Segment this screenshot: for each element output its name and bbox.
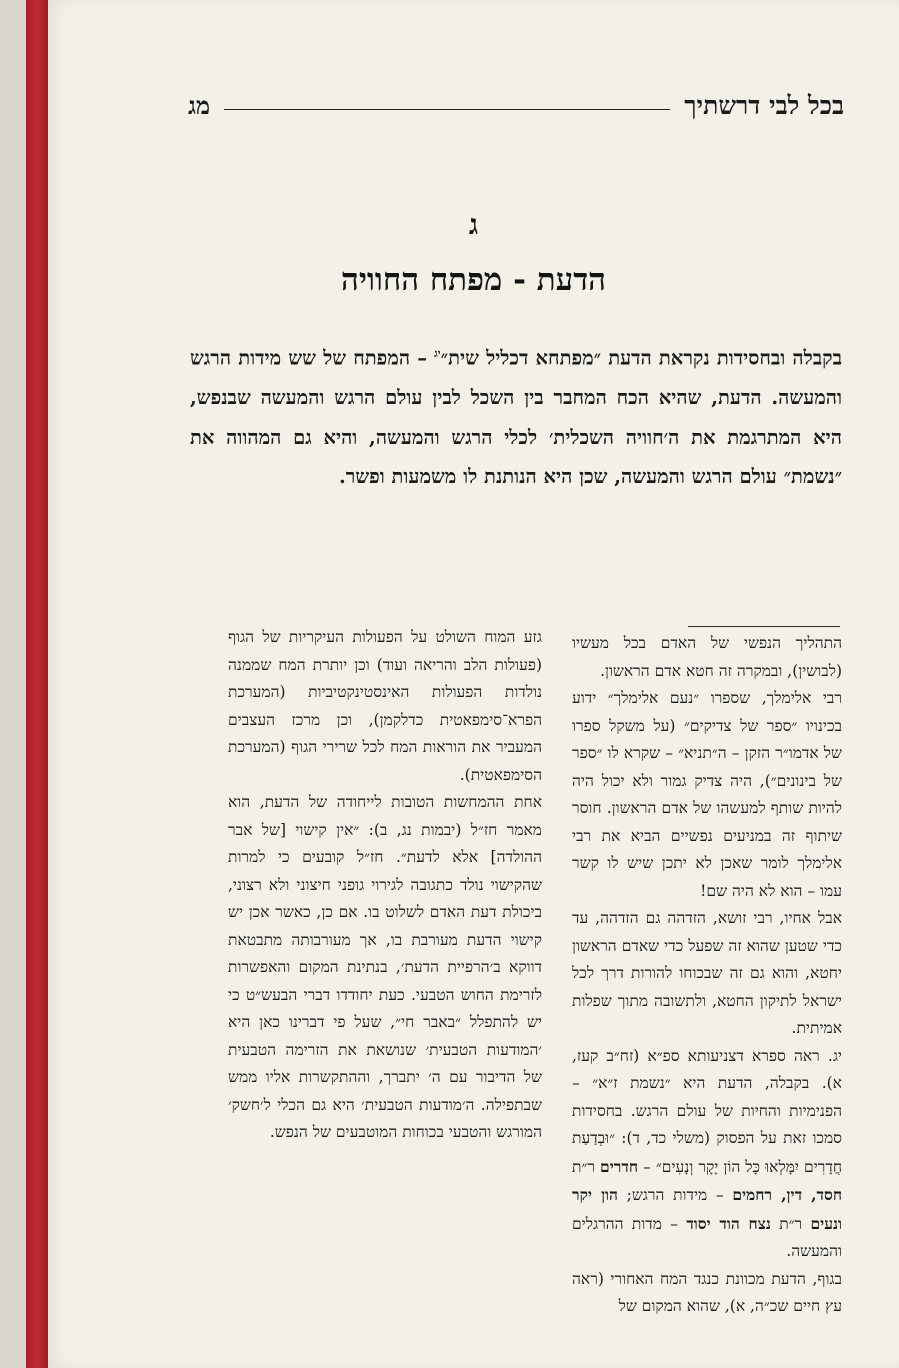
main-text-part-2: – המפתח של שש מידות הרגש והמעשה. הדעת, שהיא הכח המחבר בין השכל לבין עולם הרגש והמעשה שבנפש, היא המתרגמת את ה׳חוויה השכלית׳ לכלי הרגש והמעשה, והיא גם המהווה את ״נשמת״ עולם הרגש והמעשה, שכן היא הנותנת לו משמעות ופשר. [190, 346, 842, 488]
main-paragraph-text [190, 334, 842, 497]
footnote-bold-text: חסד, דין, רחמים [732, 1185, 842, 1204]
footnotes-right-column [572, 630, 842, 1321]
footnote-bold-text: נצח הוד יסוד [686, 1213, 771, 1233]
chapter-title: הדעת - מפתח החוויה [341, 262, 606, 298]
main-text-part-1: בקבלה ובחסידות נקראת הדעת ״מפתחא דכליל שית״ [440, 346, 843, 370]
footnote-bold-text: חדרים [600, 1156, 639, 1176]
footnote-paragraph: בגוף, הדעת מכוונת כנגד המח האחורי (ראה עץ חיים שכ״ה, א), שהוא המקום של [572, 1269, 842, 1315]
footnote-text: יג. ראה ספרא דצניעותא ספ״א (זח״ב קעז, א). בקבלה, הדעת היא ״נשמת ז״א״ – הפנימיות והחיות של עולם הרגש. בחסידות סמכו זאת על הפסוק (משלי כד, ד): ״וּבְדַעַת חֲדָרִים יִמָּלְאוּ כָּל הוֹן יָקָר וְנָעִים״ – [572, 1046, 842, 1176]
page-number: מג [188, 91, 211, 120]
footnote-paragraph: התהליך הנפשי של האדם בכל מעשיו (לבושין), ובמקרה זה חטא אדם הראשון. [572, 634, 842, 680]
main-paragraph [190, 334, 842, 497]
footnote-text: ר״ת [572, 1157, 601, 1176]
footnote-text: – מידות הרגש; [617, 1186, 733, 1204]
chapter-letter: ג [468, 208, 479, 241]
footnotes-left-column [228, 624, 542, 1147]
book-spine-edge [26, 0, 48, 1368]
footnote-paragraph: גזע המוח השולט על הפעולות העיקריות של הגוף (פעולות הלב והריאה ועוד) וכן יותרת המח שממנה נולדות הפעולות האינסטינקטיביות (המערכת הפרא־סימפאטית כדלקמן), וכן מרכז העצבים המעביר את הוראות המח לכל שרירי הגוף (המערכת הסימפאטית). [228, 628, 542, 784]
header-rule [224, 109, 670, 110]
footnote-paragraph: אבל אחיו, רבי זושא, הזדהה גם הזדהה, עד כדי שטען שהוא זה שפעל כדי שאדם הראשון יחטא, והוא גם זה שבכוחו להורות דרך לכל ישראל לתיקון החטא, ולתשובה מתוך שפלות אמיתית. [572, 909, 842, 1037]
book-page [48, 0, 899, 1368]
footnote-text: ר״ת [770, 1214, 811, 1233]
footnote-separator [688, 626, 840, 627]
footnote-ref: יג [434, 347, 441, 360]
footnote-bold-text: הון יקר ונעים [572, 1185, 843, 1233]
footnote-paragraph: רבי אלימלך, שספרו ״נעם אלימלך״ ידוע בכינויו ״ספר של צדיקים״ (על משקל ספרו של אדמו״ר הזקן – ה״תניא״ – שקרא לו ״ספר של בינונים״), היה צדיק גמור ולא יכול היה להיות שותף למעשהו של אדם הראשון. חוסר שיתוף זה במניעים נפשיים הביא את רבי אלימלך לומר שאכן לא יתכן שיש לו קשר עמו – הוא לא היה שם! [572, 689, 842, 900]
running-header [188, 88, 844, 124]
footnote-paragraph: אחת ההמחשות הטובות לייחודה של הדעת, הוא מאמר חז״ל (יבמות נג, ב): ״אין קישוי [של אבר ההולדה] אלא לדעת״. חז״ל קובעים כי למרות שהקישוי נולד כתגובה לגירוי גופני חיצוני ולא רצוני, ביכולת דעת האדם לשלוט בו. אם כן, כאשר אכן יש קישוי הדעת מעורבת בו, אך מעורבותה מתבטאת דווקא ב׳הרפיית הדעת׳, בנתינת המקום והאפשרות לזרימת החוש הטבעי. כעת יחודדו דברי הבעש״ט כי יש להתפלל ״באבר חי״, שעל פי דברינו כאן היא ׳המודעות הטבעית׳ שנושאת את הזרימה הטבעית של הדיבור עם ה׳ יתברך, וההתקשרות אליו ממש שבתפילה. ה׳מודעות הטבעית׳ היא גם הכלי ל׳חשק׳ המורגש והטבעי בכוחות המוטבעים של הנפש. [228, 793, 542, 1141]
running-title: בכל לבי דרשתיך [684, 91, 844, 120]
footnote-text: – מדות ההרגלים והמעשה. [572, 1214, 842, 1260]
footnote-paragraph [572, 1043, 842, 1266]
